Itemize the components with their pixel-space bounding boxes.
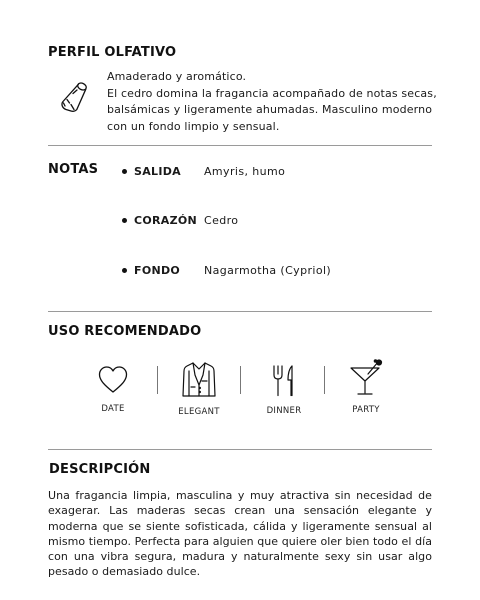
perfil-line-1: Amaderado y aromático. xyxy=(107,70,247,83)
note-label: CORAZÓN xyxy=(134,214,198,227)
vertical-divider xyxy=(240,366,241,394)
note-label: FONDO xyxy=(134,264,181,277)
fork-knife-icon xyxy=(270,364,298,398)
uso-label: DINNER xyxy=(266,406,302,416)
uso-label: DATE xyxy=(101,404,125,414)
wood-log-icon xyxy=(58,80,90,116)
perfil-line-2: El cedro domina la fragancia acompañado de notas secas, balsámicas y ligeramente ahumadas. Masculino moderno con un fondo limpio y sensual. xyxy=(107,86,437,133)
uso-item-party xyxy=(331,359,401,415)
note-label: SALIDA xyxy=(134,165,181,178)
bullet xyxy=(122,218,127,223)
uso-item-elegant xyxy=(164,361,234,417)
descripcion-text: Una fragancia limpia, masculina y muy atractiva sin necesidad de exagerar. Las maderas secas crean una sensación elegante y moderna que se siente sofisticada, cálida y ligeramente sensual al mismo tiempo. Perfecta para alguien que quiere oler bien todo el día con una vibra segura, madura y naturalmente sexy sin usar algo pesado o demasiado dulce. xyxy=(48,489,432,579)
perfil-description xyxy=(107,69,437,135)
note-value: Cedro xyxy=(204,214,239,227)
divider xyxy=(48,449,432,450)
note-row-corazon xyxy=(122,213,422,231)
bullet xyxy=(122,268,127,273)
bullet xyxy=(122,169,127,174)
note-row-fondo xyxy=(122,263,422,281)
note-value: Nagarmotha (Cypriol) xyxy=(204,264,332,277)
divider xyxy=(48,311,432,312)
section-heading-descripcion: DESCRIPCIÓN xyxy=(49,462,151,477)
blazer-icon xyxy=(181,361,217,399)
uso-label: ELEGANT xyxy=(178,407,220,417)
uso-item-date xyxy=(78,364,148,414)
section-heading-uso: USO RECOMENDADO xyxy=(48,324,202,339)
section-heading-perfil: PERFIL OLFATIVO xyxy=(48,45,177,60)
vertical-divider xyxy=(157,366,158,394)
heart-icon xyxy=(97,364,129,396)
uso-label: PARTY xyxy=(352,405,380,415)
note-value: Amyris, humo xyxy=(204,165,286,178)
divider xyxy=(48,145,432,146)
uso-item-dinner xyxy=(249,364,319,416)
section-heading-notas: NOTAS xyxy=(48,162,99,177)
cocktail-icon xyxy=(348,359,384,397)
vertical-divider xyxy=(324,366,325,394)
note-row-salida xyxy=(122,164,422,182)
